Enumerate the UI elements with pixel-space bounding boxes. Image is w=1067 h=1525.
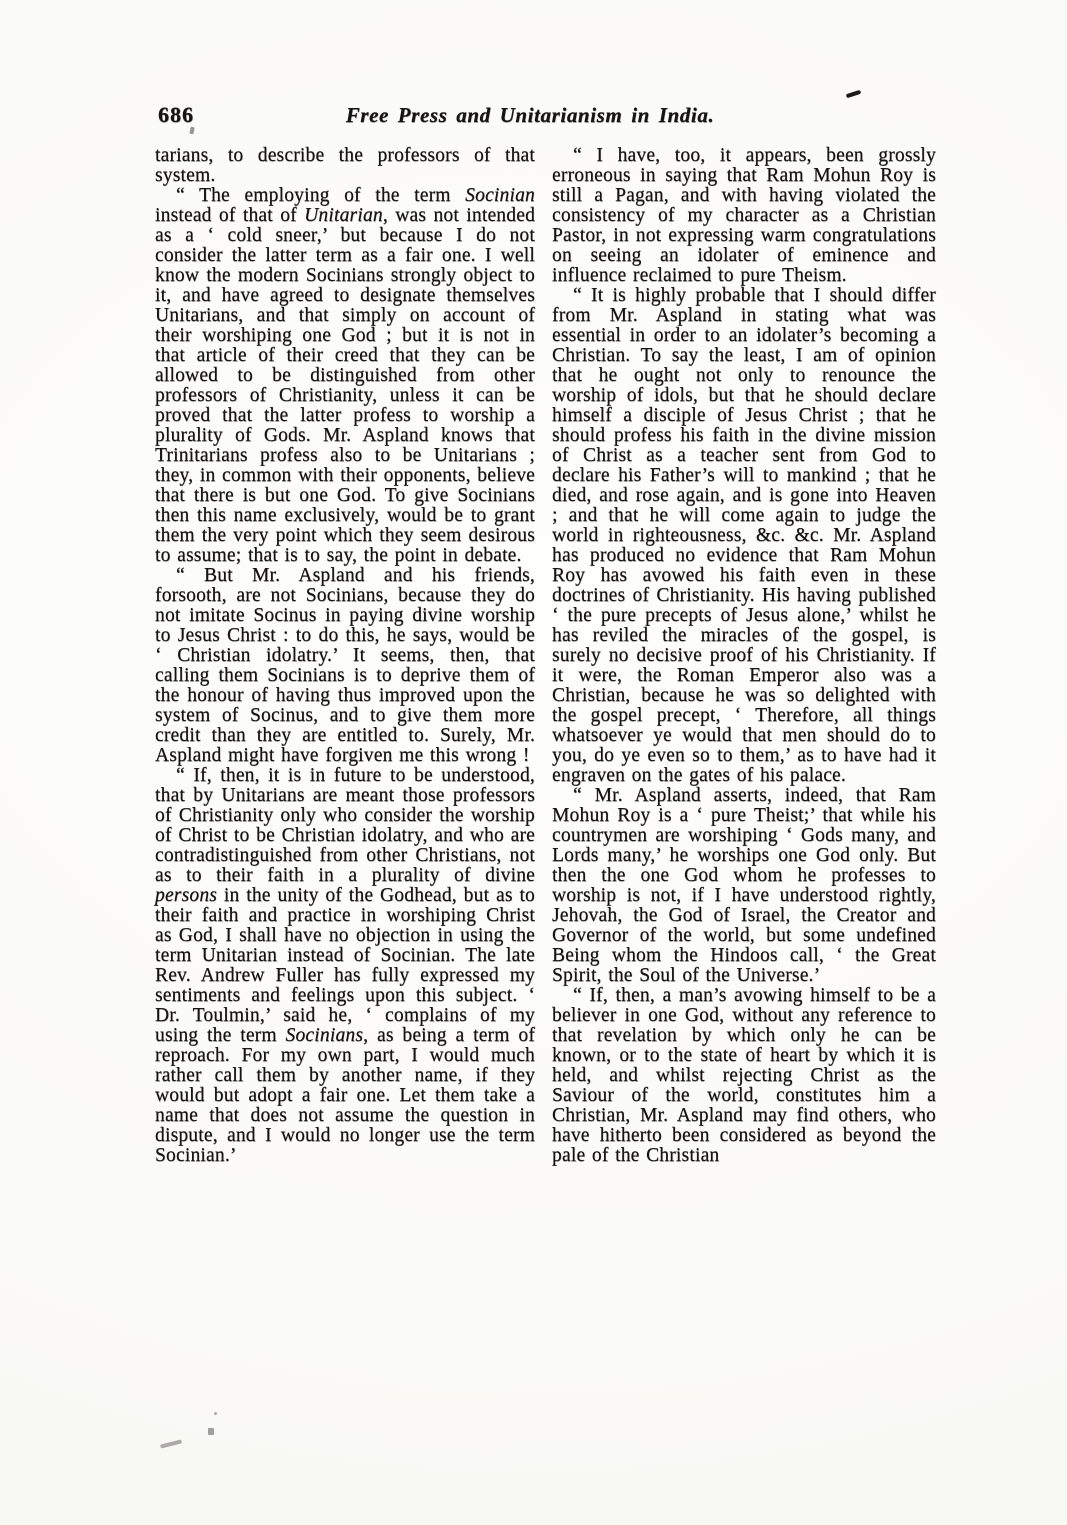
page-header — [155, 100, 935, 134]
text-columns — [155, 146, 936, 1166]
italic-text: persons — [155, 885, 218, 906]
scan-artifact-speck — [214, 1412, 217, 1415]
body-text: “ If, then, a man’s avowing himself to be a believer in one God, without any reference to that revelation by which only he can be known, or to the state of heart by which it is held, and whilst rejecting Christ as the Saviour of the world, constitutes him a Christian, Mr. Aspland may find others, who have hitherto been considered as beyond the pale of the Christian — [552, 985, 936, 1166]
paragraph — [552, 286, 936, 786]
right-column — [552, 146, 936, 1166]
page-number: 686 — [158, 102, 194, 127]
body-text: , was not intended as a ‘ cold sneer,’ but because I do not consider the latter term as a fair one. I well know the modern Socinians strongly object to it, and have agreed to designate themselves Unitarians, and that simply on account of their worshiping one God ; but it is not in that article of their creed that they can be allowed to be distinguished from other professors of Christianity, unless it can be proved that the latter profess to worship a plurality of Gods. Mr. Aspland knows that Trinitarians profess also to be Unitarians ; they, in common with their opponents, believe that there is but one God. To give Socinians then this name exclusively, would be to grant them the very point which they seem desirous to assume; that is to say, the point in debate. — [155, 205, 536, 566]
scan-artifact-speck — [160, 1439, 182, 1448]
body-text: “ Mr. Aspland asserts, indeed, that Ram Mohun Roy is a ‘ pure Theist;’ that while his countrymen are worshiping ‘ Gods many, and Lords many,’ he worships one God only. But then the one God whom he professes to worship is not, if I have understood rightly, Jehovah, the God of Israel, the Creator and Governor of the world, but some undefined Being whom the Hindoos call, ‘ the Great Spirit, the Soul of the Universe.’ — [552, 785, 936, 986]
paragraph — [155, 186, 535, 566]
paragraph — [155, 146, 535, 186]
paragraph — [155, 566, 535, 766]
body-text: “ It is highly probable that I should differ from Mr. Aspland in stating what was essential in order to an idolater’s becoming a Christian. To say the least, I am of opinion that he ought not only to renounce the worship of idols, but that he should declare himself a disciple of Jesus Christ ; that he should profess his faith in the divine mission of Christ as a teacher sent from God to declare his Father’s will to mankind ; that he died, and rose again, and is gone into Heaven ; and that he will come again to judge the world in righteousness, &c. &c. Mr. Aspland has produced no evidence that Ram Mohun Roy has avowed his faith even in these doctrines of Christianity. His having published ‘ the pure precepts of Jesus alone,’ whilst he has reviled the miracles of the gospel, is surely no decisive proof of his Christianity. If it were, the Roman Emperor also was a Christian, because he was so delighted with the gospel precept, ‘ Therefore, all things whatsoever ye would that men should do to you, do ye even so to them,’ as to have had it engraven on the gates of his palace. — [552, 285, 936, 786]
italic-text: Socinians — [285, 1025, 364, 1046]
body-text: in the unity of the Godhead, but as to their faith and practice in worshiping Christ as God, I shall have no objection in using the term Unitarian instead of Socinian. The late Rev. Andrew Fuller has fully expressed my sentiments and feelings upon this subject. ‘ Dr. Toulmin,’ said he, ‘ complains of my using the term — [155, 885, 536, 1046]
scan-artifact-dash — [846, 90, 862, 98]
paragraph — [155, 766, 535, 1166]
italic-text: Unitarian — [304, 205, 383, 226]
italic-text: Socinian — [465, 185, 536, 206]
body-text: , as being a term of reproach. For my own part, I would much rather call them by another name, if they would but adopt a fair one. Let them take a name that does not assume the question in dispute, and I would no longer use the term Socinian.’ — [155, 1025, 536, 1166]
scan-artifact-speck — [208, 1428, 214, 1435]
running-title: Free Press and Unitarianism in India. — [345, 103, 715, 127]
body-text: “ I have, too, it appears, been grossly erroneous in saying that Ram Mohun Roy is still a Pagan, and with having violated the consistency of my character as a Christian Pastor, in not expressing warm congratulations on seeing an idolater of eminence and influence reclaimed to pure Theism. — [552, 145, 936, 286]
body-text: “ If, then, it is in future to be understood, that by Unitarians are meant those professors of Christianity only who consider the worship of Christ to be Christian idolatry, and who are contradistinguished from other Christians, not as to their faith in a plurality of divine — [155, 765, 536, 886]
body-text: tarians, to describe the professors of that system. — [155, 145, 536, 186]
body-text: instead of that of — [155, 205, 305, 226]
paragraph — [552, 986, 936, 1166]
paragraph — [552, 146, 936, 286]
paragraph — [552, 786, 936, 986]
body-text: “ But Mr. Aspland and his friends, forsooth, are not Socinians, because they do not imitate Socinus in paying divine worship to Jesus Christ : to do this, he says, would be ‘ Christian idolatry.’ It seems, then, that calling them Socinians is to deprive them of the honour of having thus improved upon the system of Socinus, and to give them more credit than they are entitled to. Surely, Mr. Aspland might have forgiven me this wrong ! — [155, 565, 536, 766]
left-column — [155, 146, 535, 1166]
body-text: “ The employing of the term — [176, 185, 466, 206]
